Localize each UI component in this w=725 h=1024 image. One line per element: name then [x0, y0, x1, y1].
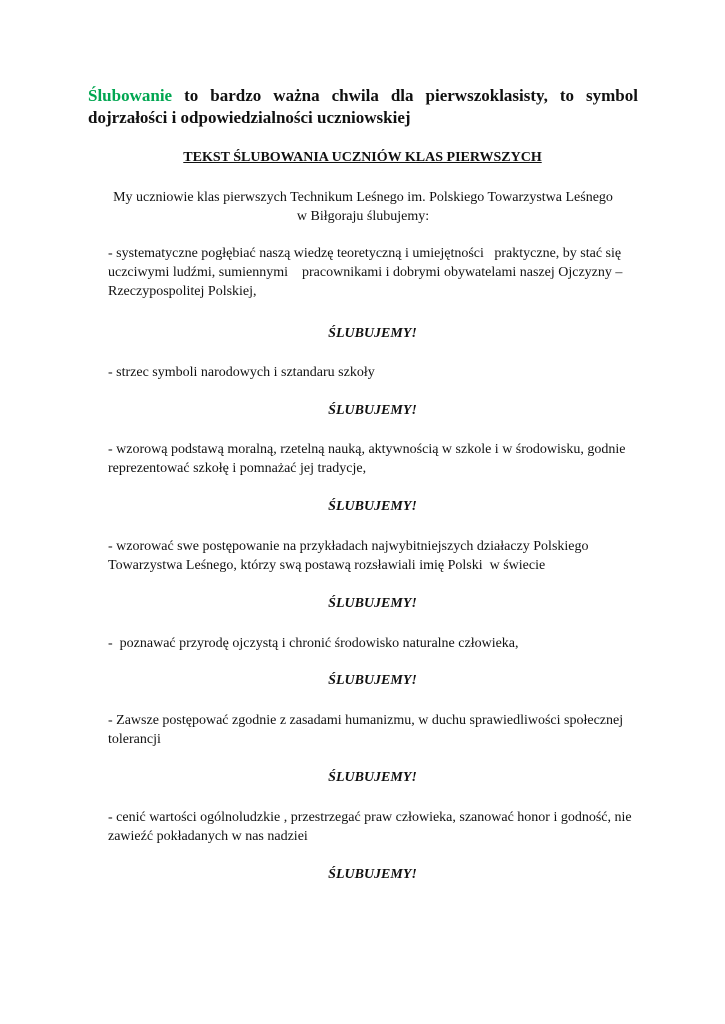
vow-label-2: ŚLUBUJEMY!: [328, 403, 417, 418]
vow-label-3: ŚLUBUJEMY!: [328, 499, 417, 514]
document-title: TEKST ŚLUBOWANIA UCZNIÓW KLAS PIERWSZYCH: [183, 150, 542, 165]
oath-item-2: - strzec symboli narodowych i sztandaru szkoły: [108, 365, 375, 380]
oath-item-1: - systematyczne pogłębiać naszą wiedzę teoretyczną i umiejętności praktyczne, by stać się uczciwymi ludźmi, sumiennymi pracownikami i dobrymi obywatelami naszej Ojczyzny – Rzeczypospolitej Polskiej,: [108, 246, 626, 299]
preamble-line-2: w Biłgoraju ślubujemy:: [296, 209, 430, 224]
vow-label-4: ŚLUBUJEMY!: [328, 596, 417, 611]
oath-item-3: - wzorową podstawą moralną, rzetelną nauką, aktywnością w szkole i w środowisku, godnie reprezentować szkołę i pomnażać jej tradycje,: [108, 442, 626, 476]
vow-label-5: ŚLUBUJEMY!: [328, 673, 417, 688]
vow-label-1: ŚLUBUJEMY!: [328, 326, 417, 341]
intro-paragraph: [88, 85, 638, 129]
oath-item-5: - poznawać przyrodę ojczystą i chronić środowisko naturalne człowieka,: [108, 636, 519, 651]
intro-text: to bardzo ważna chwila dla pierwszoklasisty, to symbol dojrzałości i odpowiedzialności uczniowskiej: [88, 86, 638, 127]
vow-label-6: ŚLUBUJEMY!: [328, 770, 417, 785]
vow-label-7: ŚLUBUJEMY!: [328, 867, 417, 882]
oath-item-6: - Zawsze postępować zgodnie z zasadami humanizmu, w duchu sprawiedliwości społecznej tolerancji: [108, 713, 624, 747]
intro-highlight: Ślubowanie: [88, 86, 173, 105]
preamble-line-1: My uczniowie klas pierwszych Technikum Leśnego im. Polskiego Towarzystwa Leśnego: [113, 190, 613, 205]
oath-item-4: - wzorować swe postępowanie na przykładach najwybitniejszych działaczy Polskiego Towarzystwa Leśnego, którzy swą postawą rozsławiali imię Polski w świecie: [108, 539, 592, 573]
preamble: [88, 188, 638, 226]
oath-item-7: - cenić wartości ogólnoludzkie , przestrzegać praw człowieka, szanować honor i godność, nie zawieźć pokładanych w nas nadziei: [108, 810, 632, 844]
